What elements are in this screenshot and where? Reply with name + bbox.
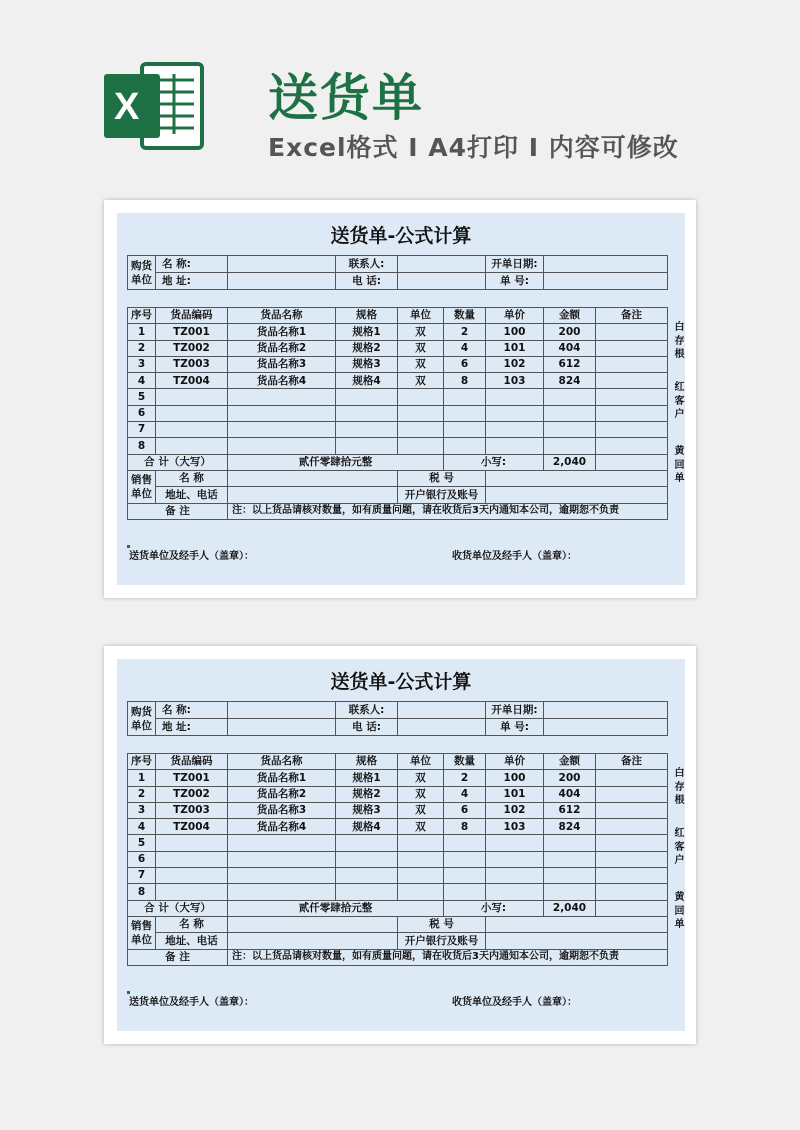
cell-code[interactable] xyxy=(156,422,228,438)
bank-label: 开户银行及账号 xyxy=(398,933,486,949)
deliver-sign-label: 送货单位及经手人（盖章）： xyxy=(129,551,254,562)
cell-amount[interactable]: 404 xyxy=(544,786,596,802)
cell-no: 3 xyxy=(128,802,156,818)
cell-price[interactable] xyxy=(486,438,544,454)
cell-price[interactable] xyxy=(486,851,544,867)
contact-label: 联系人: xyxy=(336,702,398,719)
cell-qty[interactable] xyxy=(444,884,486,900)
phone-field[interactable] xyxy=(398,273,486,290)
cell-spec[interactable]: 规格2 xyxy=(336,786,398,802)
cell-code[interactable] xyxy=(156,851,228,867)
total-row xyxy=(128,454,668,470)
cell-no: 1 xyxy=(128,770,156,786)
delivery-sheet-preview-1 xyxy=(104,200,696,598)
cell-name[interactable] xyxy=(228,835,336,851)
total-empty-cell[interactable] xyxy=(596,900,668,916)
cell-remark[interactable] xyxy=(596,884,668,900)
cell-remark[interactable] xyxy=(596,868,668,884)
cell-price[interactable] xyxy=(486,868,544,884)
cell-price[interactable] xyxy=(486,835,544,851)
column-header: 备注 xyxy=(596,754,668,770)
table-row xyxy=(128,422,668,438)
cell-unit[interactable]: 双 xyxy=(398,802,444,818)
side-label-white-stub: 白 存 根 xyxy=(674,768,685,806)
cell-no: 7 xyxy=(128,422,156,438)
cell-spec[interactable] xyxy=(336,884,398,900)
cell-code[interactable]: TZ001 xyxy=(156,770,228,786)
phone-field[interactable] xyxy=(398,719,486,736)
column-header: 货品名称 xyxy=(228,308,336,324)
cell-amount[interactable]: 200 xyxy=(544,770,596,786)
cell-unit[interactable]: 双 xyxy=(398,373,444,389)
cell-unit[interactable] xyxy=(398,851,444,867)
cell-code[interactable]: TZ001 xyxy=(156,324,228,340)
column-header: 规格 xyxy=(336,308,398,324)
cell-name[interactable] xyxy=(228,422,336,438)
cell-price[interactable]: 101 xyxy=(486,786,544,802)
cell-spec[interactable] xyxy=(336,405,398,421)
cell-no: 6 xyxy=(128,851,156,867)
cell-unit[interactable] xyxy=(398,405,444,421)
remark-text[interactable]: 注：以上货品请核对数量，如有质量问题，请在收货后3天内通知本公司，逾期恕不负责 xyxy=(228,949,668,965)
contact-field[interactable] xyxy=(398,702,486,719)
cell-no: 2 xyxy=(128,786,156,802)
number-field[interactable] xyxy=(544,719,668,736)
remark-label: 备 注 xyxy=(128,949,228,965)
cell-no: 5 xyxy=(128,835,156,851)
table-header-row xyxy=(128,308,668,324)
buyer-info-table xyxy=(127,701,668,736)
total-words[interactable]: 贰仟零肆拾元整 xyxy=(228,900,444,916)
cell-spec[interactable]: 规格3 xyxy=(336,356,398,372)
cell-price[interactable]: 103 xyxy=(486,819,544,835)
cell-no: 6 xyxy=(128,405,156,421)
cell-amount[interactable] xyxy=(544,438,596,454)
bank-field[interactable] xyxy=(486,933,668,949)
cell-unit[interactable] xyxy=(398,389,444,405)
cell-name[interactable] xyxy=(228,851,336,867)
cell-amount[interactable] xyxy=(544,405,596,421)
cell-no: 4 xyxy=(128,373,156,389)
number-label: 单 号: xyxy=(486,719,544,736)
cell-qty[interactable] xyxy=(444,389,486,405)
seller-addr-field[interactable] xyxy=(228,933,398,949)
cell-amount[interactable] xyxy=(544,835,596,851)
receive-sign-label: 收货单位及经手人（盖章）： xyxy=(452,997,577,1008)
cell-qty[interactable] xyxy=(444,405,486,421)
delivery-form xyxy=(117,659,685,1031)
cell-remark[interactable] xyxy=(596,802,668,818)
tax-field[interactable] xyxy=(486,470,668,486)
cell-name[interactable]: 货品名称1 xyxy=(228,324,336,340)
buyer-info-table xyxy=(127,255,668,290)
contact-label: 联系人: xyxy=(336,256,398,273)
cell-remark[interactable] xyxy=(596,389,668,405)
total-words[interactable]: 贰仟零肆拾元整 xyxy=(228,454,444,470)
cell-spec[interactable] xyxy=(336,389,398,405)
column-header: 规格 xyxy=(336,754,398,770)
table-row xyxy=(128,324,668,340)
cell-remark[interactable] xyxy=(596,405,668,421)
cell-unit[interactable] xyxy=(398,422,444,438)
cell-price[interactable] xyxy=(486,405,544,421)
cell-unit[interactable]: 双 xyxy=(398,786,444,802)
cell-no: 4 xyxy=(128,819,156,835)
cell-amount[interactable] xyxy=(544,884,596,900)
name-label: 名 称: xyxy=(156,256,228,273)
cell-price[interactable]: 100 xyxy=(486,770,544,786)
table-row xyxy=(128,438,668,454)
cell-unit[interactable]: 双 xyxy=(398,356,444,372)
cell-no: 3 xyxy=(128,356,156,372)
seller-addr-label: 地址、电话 xyxy=(156,933,228,949)
cell-qty[interactable]: 2 xyxy=(444,770,486,786)
cell-code[interactable] xyxy=(156,868,228,884)
cell-no: 8 xyxy=(128,438,156,454)
total-value[interactable]: 2,040 xyxy=(544,900,596,916)
seller-name-label: 名 称 xyxy=(156,470,228,486)
cell-remark[interactable] xyxy=(596,324,668,340)
bank-label: 开户银行及账号 xyxy=(398,487,486,503)
tax-label: 税 号 xyxy=(398,470,486,486)
table-row xyxy=(128,819,668,835)
deliver-sign-label: 送货单位及经手人（盖章）： xyxy=(129,997,254,1008)
cell-spec[interactable] xyxy=(336,851,398,867)
table-row xyxy=(128,405,668,421)
name-field[interactable] xyxy=(228,702,336,719)
seller-addr-row xyxy=(128,933,668,949)
cell-code[interactable] xyxy=(156,438,228,454)
side-label-red-customer: 红 客 户 xyxy=(674,828,685,866)
cell-code[interactable]: TZ002 xyxy=(156,340,228,356)
cell-unit[interactable] xyxy=(398,438,444,454)
cell-name[interactable] xyxy=(228,868,336,884)
cell-qty[interactable] xyxy=(444,835,486,851)
delivery-sheet-preview-2 xyxy=(104,646,696,1044)
cell-no: 1 xyxy=(128,324,156,340)
phone-label: 电 话: xyxy=(336,273,398,290)
total-value[interactable]: 2,040 xyxy=(544,454,596,470)
cell-qty[interactable] xyxy=(444,438,486,454)
cell-spec[interactable]: 规格4 xyxy=(336,819,398,835)
date-label: 开单日期: xyxy=(486,702,544,719)
cell-unit[interactable] xyxy=(398,835,444,851)
side-label-white-stub: 白 存 根 xyxy=(674,322,685,360)
cell-name[interactable]: 货品名称4 xyxy=(228,373,336,389)
seller-addr-label: 地址、电话 xyxy=(156,487,228,503)
table-row xyxy=(128,802,668,818)
cell-code[interactable] xyxy=(156,884,228,900)
cell-code[interactable]: TZ003 xyxy=(156,356,228,372)
table-row xyxy=(128,340,668,356)
side-label-yellow-receipt: 黄 回 单 xyxy=(674,892,685,930)
cell-code[interactable] xyxy=(156,405,228,421)
cell-qty[interactable]: 6 xyxy=(444,356,486,372)
page-subtitle: Excel格式 I A4打印 I 内容可修改 xyxy=(268,133,679,162)
cell-qty[interactable] xyxy=(444,851,486,867)
seller-addr-row xyxy=(128,487,668,503)
remark-label: 备 注 xyxy=(128,503,228,519)
address-field[interactable] xyxy=(228,719,336,736)
column-header: 金额 xyxy=(544,308,596,324)
cell-amount[interactable] xyxy=(544,422,596,438)
cell-name[interactable]: 货品名称2 xyxy=(228,340,336,356)
date-field[interactable] xyxy=(544,702,668,719)
cell-spec[interactable]: 规格1 xyxy=(336,324,398,340)
side-label-red-customer: 红 客 户 xyxy=(674,382,685,420)
table-header-row xyxy=(128,754,668,770)
cell-code[interactable]: TZ002 xyxy=(156,786,228,802)
cell-name[interactable]: 货品名称1 xyxy=(228,770,336,786)
column-header: 备注 xyxy=(596,308,668,324)
cell-remark[interactable] xyxy=(596,340,668,356)
cell-price[interactable]: 102 xyxy=(486,356,544,372)
page-title: 送货单 xyxy=(268,69,424,127)
cell-name[interactable]: 货品名称3 xyxy=(228,802,336,818)
cell-amount[interactable]: 612 xyxy=(544,356,596,372)
seller-label: 销售单位 xyxy=(128,470,156,503)
remark-row xyxy=(128,503,668,519)
seller-addr-field[interactable] xyxy=(228,487,398,503)
address-label: 地 址: xyxy=(156,719,228,736)
table-row xyxy=(128,389,668,405)
cell-remark[interactable] xyxy=(596,373,668,389)
cell-unit[interactable] xyxy=(398,884,444,900)
receive-sign-label: 收货单位及经手人（盖章）： xyxy=(452,551,577,562)
table-row xyxy=(128,851,668,867)
cell-amount[interactable] xyxy=(544,868,596,884)
cell-remark[interactable] xyxy=(596,819,668,835)
cell-name[interactable] xyxy=(228,438,336,454)
excel-logo-letter: X xyxy=(114,86,140,128)
table-row xyxy=(128,868,668,884)
cell-unit[interactable]: 双 xyxy=(398,770,444,786)
cell-amount[interactable]: 612 xyxy=(544,802,596,818)
cell-remark[interactable] xyxy=(596,835,668,851)
number-label: 单 号: xyxy=(486,273,544,290)
column-header: 序号 xyxy=(128,754,156,770)
cell-amount[interactable]: 824 xyxy=(544,373,596,389)
remark-row xyxy=(128,949,668,965)
delivery-form xyxy=(117,213,685,585)
cell-remark[interactable] xyxy=(596,422,668,438)
cell-amount[interactable]: 824 xyxy=(544,819,596,835)
table-row xyxy=(128,770,668,786)
cell-no: 8 xyxy=(128,884,156,900)
items-table xyxy=(127,307,668,520)
column-header: 序号 xyxy=(128,308,156,324)
cell-code[interactable] xyxy=(156,389,228,405)
column-header: 货品编码 xyxy=(156,754,228,770)
table-row xyxy=(128,373,668,389)
cell-remark[interactable] xyxy=(596,786,668,802)
cell-amount[interactable] xyxy=(544,851,596,867)
excel-icon xyxy=(102,58,206,154)
column-header: 单位 xyxy=(398,308,444,324)
cell-spec[interactable] xyxy=(336,868,398,884)
column-header: 数量 xyxy=(444,754,486,770)
cell-unit[interactable]: 双 xyxy=(398,340,444,356)
table-row xyxy=(128,356,668,372)
cell-amount[interactable]: 200 xyxy=(544,324,596,340)
cell-name[interactable] xyxy=(228,405,336,421)
cell-name[interactable] xyxy=(228,884,336,900)
cell-spec[interactable] xyxy=(336,438,398,454)
table-row xyxy=(128,786,668,802)
number-field[interactable] xyxy=(544,273,668,290)
cell-remark[interactable] xyxy=(596,770,668,786)
column-header: 货品名称 xyxy=(228,754,336,770)
phone-label: 电 话: xyxy=(336,719,398,736)
cell-price[interactable]: 101 xyxy=(486,340,544,356)
cell-spec[interactable]: 规格2 xyxy=(336,340,398,356)
cell-amount[interactable]: 404 xyxy=(544,340,596,356)
column-header: 单位 xyxy=(398,754,444,770)
small-label: 小写: xyxy=(444,900,544,916)
column-header: 金额 xyxy=(544,754,596,770)
items-table xyxy=(127,753,668,966)
total-row xyxy=(128,900,668,916)
cell-price[interactable] xyxy=(486,884,544,900)
form-title: 送货单-公式计算 xyxy=(330,671,472,693)
contact-field[interactable] xyxy=(398,256,486,273)
column-header: 单价 xyxy=(486,754,544,770)
small-label: 小写: xyxy=(444,454,544,470)
cell-qty[interactable]: 4 xyxy=(444,340,486,356)
cell-name[interactable]: 货品名称2 xyxy=(228,786,336,802)
cell-remark[interactable] xyxy=(596,438,668,454)
cell-price[interactable] xyxy=(486,422,544,438)
column-header: 单价 xyxy=(486,308,544,324)
form-title: 送货单-公式计算 xyxy=(330,225,472,247)
bank-field[interactable] xyxy=(486,487,668,503)
cell-name[interactable] xyxy=(228,389,336,405)
seller-name-row xyxy=(128,470,668,486)
cell-spec[interactable] xyxy=(336,422,398,438)
cell-no: 2 xyxy=(128,340,156,356)
side-label-yellow-receipt: 黄 回 单 xyxy=(674,446,685,484)
table-row xyxy=(128,884,668,900)
cell-qty[interactable]: 2 xyxy=(444,324,486,340)
name-label: 名 称: xyxy=(156,702,228,719)
cell-spec[interactable]: 规格3 xyxy=(336,802,398,818)
cell-spec[interactable]: 规格1 xyxy=(336,770,398,786)
remark-text[interactable]: 注：以上货品请核对数量，如有质量问题，请在收货后3天内通知本公司，逾期恕不负责 xyxy=(228,503,668,519)
cell-price[interactable]: 100 xyxy=(486,324,544,340)
cell-unit[interactable] xyxy=(398,868,444,884)
cell-unit[interactable]: 双 xyxy=(398,324,444,340)
seller-label: 销售单位 xyxy=(128,916,156,949)
date-field[interactable] xyxy=(544,256,668,273)
cell-qty[interactable]: 6 xyxy=(444,802,486,818)
seller-name-label: 名 称 xyxy=(156,916,228,932)
page-header xyxy=(0,0,800,200)
cell-price[interactable] xyxy=(486,389,544,405)
seller-name-field[interactable] xyxy=(228,916,398,932)
cell-qty[interactable] xyxy=(444,422,486,438)
tax-label: 税 号 xyxy=(398,916,486,932)
name-field[interactable] xyxy=(228,256,336,273)
cell-remark[interactable] xyxy=(596,851,668,867)
seller-name-row xyxy=(128,916,668,932)
cell-unit[interactable]: 双 xyxy=(398,819,444,835)
cell-price[interactable]: 103 xyxy=(486,373,544,389)
cell-name[interactable]: 货品名称3 xyxy=(228,356,336,372)
cell-qty[interactable]: 4 xyxy=(444,786,486,802)
cell-code[interactable] xyxy=(156,835,228,851)
address-label: 地 址: xyxy=(156,273,228,290)
cell-qty[interactable]: 8 xyxy=(444,373,486,389)
total-empty-cell[interactable] xyxy=(596,454,668,470)
cell-remark[interactable] xyxy=(596,356,668,372)
buyer-label: 购货单位 xyxy=(128,256,156,290)
cell-amount[interactable] xyxy=(544,389,596,405)
cell-no: 7 xyxy=(128,868,156,884)
cell-spec[interactable]: 规格4 xyxy=(336,373,398,389)
table-row xyxy=(128,835,668,851)
cell-code[interactable]: TZ003 xyxy=(156,802,228,818)
date-label: 开单日期: xyxy=(486,256,544,273)
total-label: 合 计（大写） xyxy=(128,454,228,470)
total-label: 合 计（大写） xyxy=(128,900,228,916)
cell-code[interactable]: TZ004 xyxy=(156,819,228,835)
cell-code[interactable]: TZ004 xyxy=(156,373,228,389)
cell-spec[interactable] xyxy=(336,835,398,851)
cell-price[interactable]: 102 xyxy=(486,802,544,818)
cell-name[interactable]: 货品名称4 xyxy=(228,819,336,835)
address-field[interactable] xyxy=(228,273,336,290)
column-header: 数量 xyxy=(444,308,486,324)
seller-name-field[interactable] xyxy=(228,470,398,486)
cell-no: 5 xyxy=(128,389,156,405)
buyer-label: 购货单位 xyxy=(128,702,156,736)
column-header: 货品编码 xyxy=(156,308,228,324)
cell-qty[interactable] xyxy=(444,868,486,884)
tax-field[interactable] xyxy=(486,916,668,932)
cell-qty[interactable]: 8 xyxy=(444,819,486,835)
